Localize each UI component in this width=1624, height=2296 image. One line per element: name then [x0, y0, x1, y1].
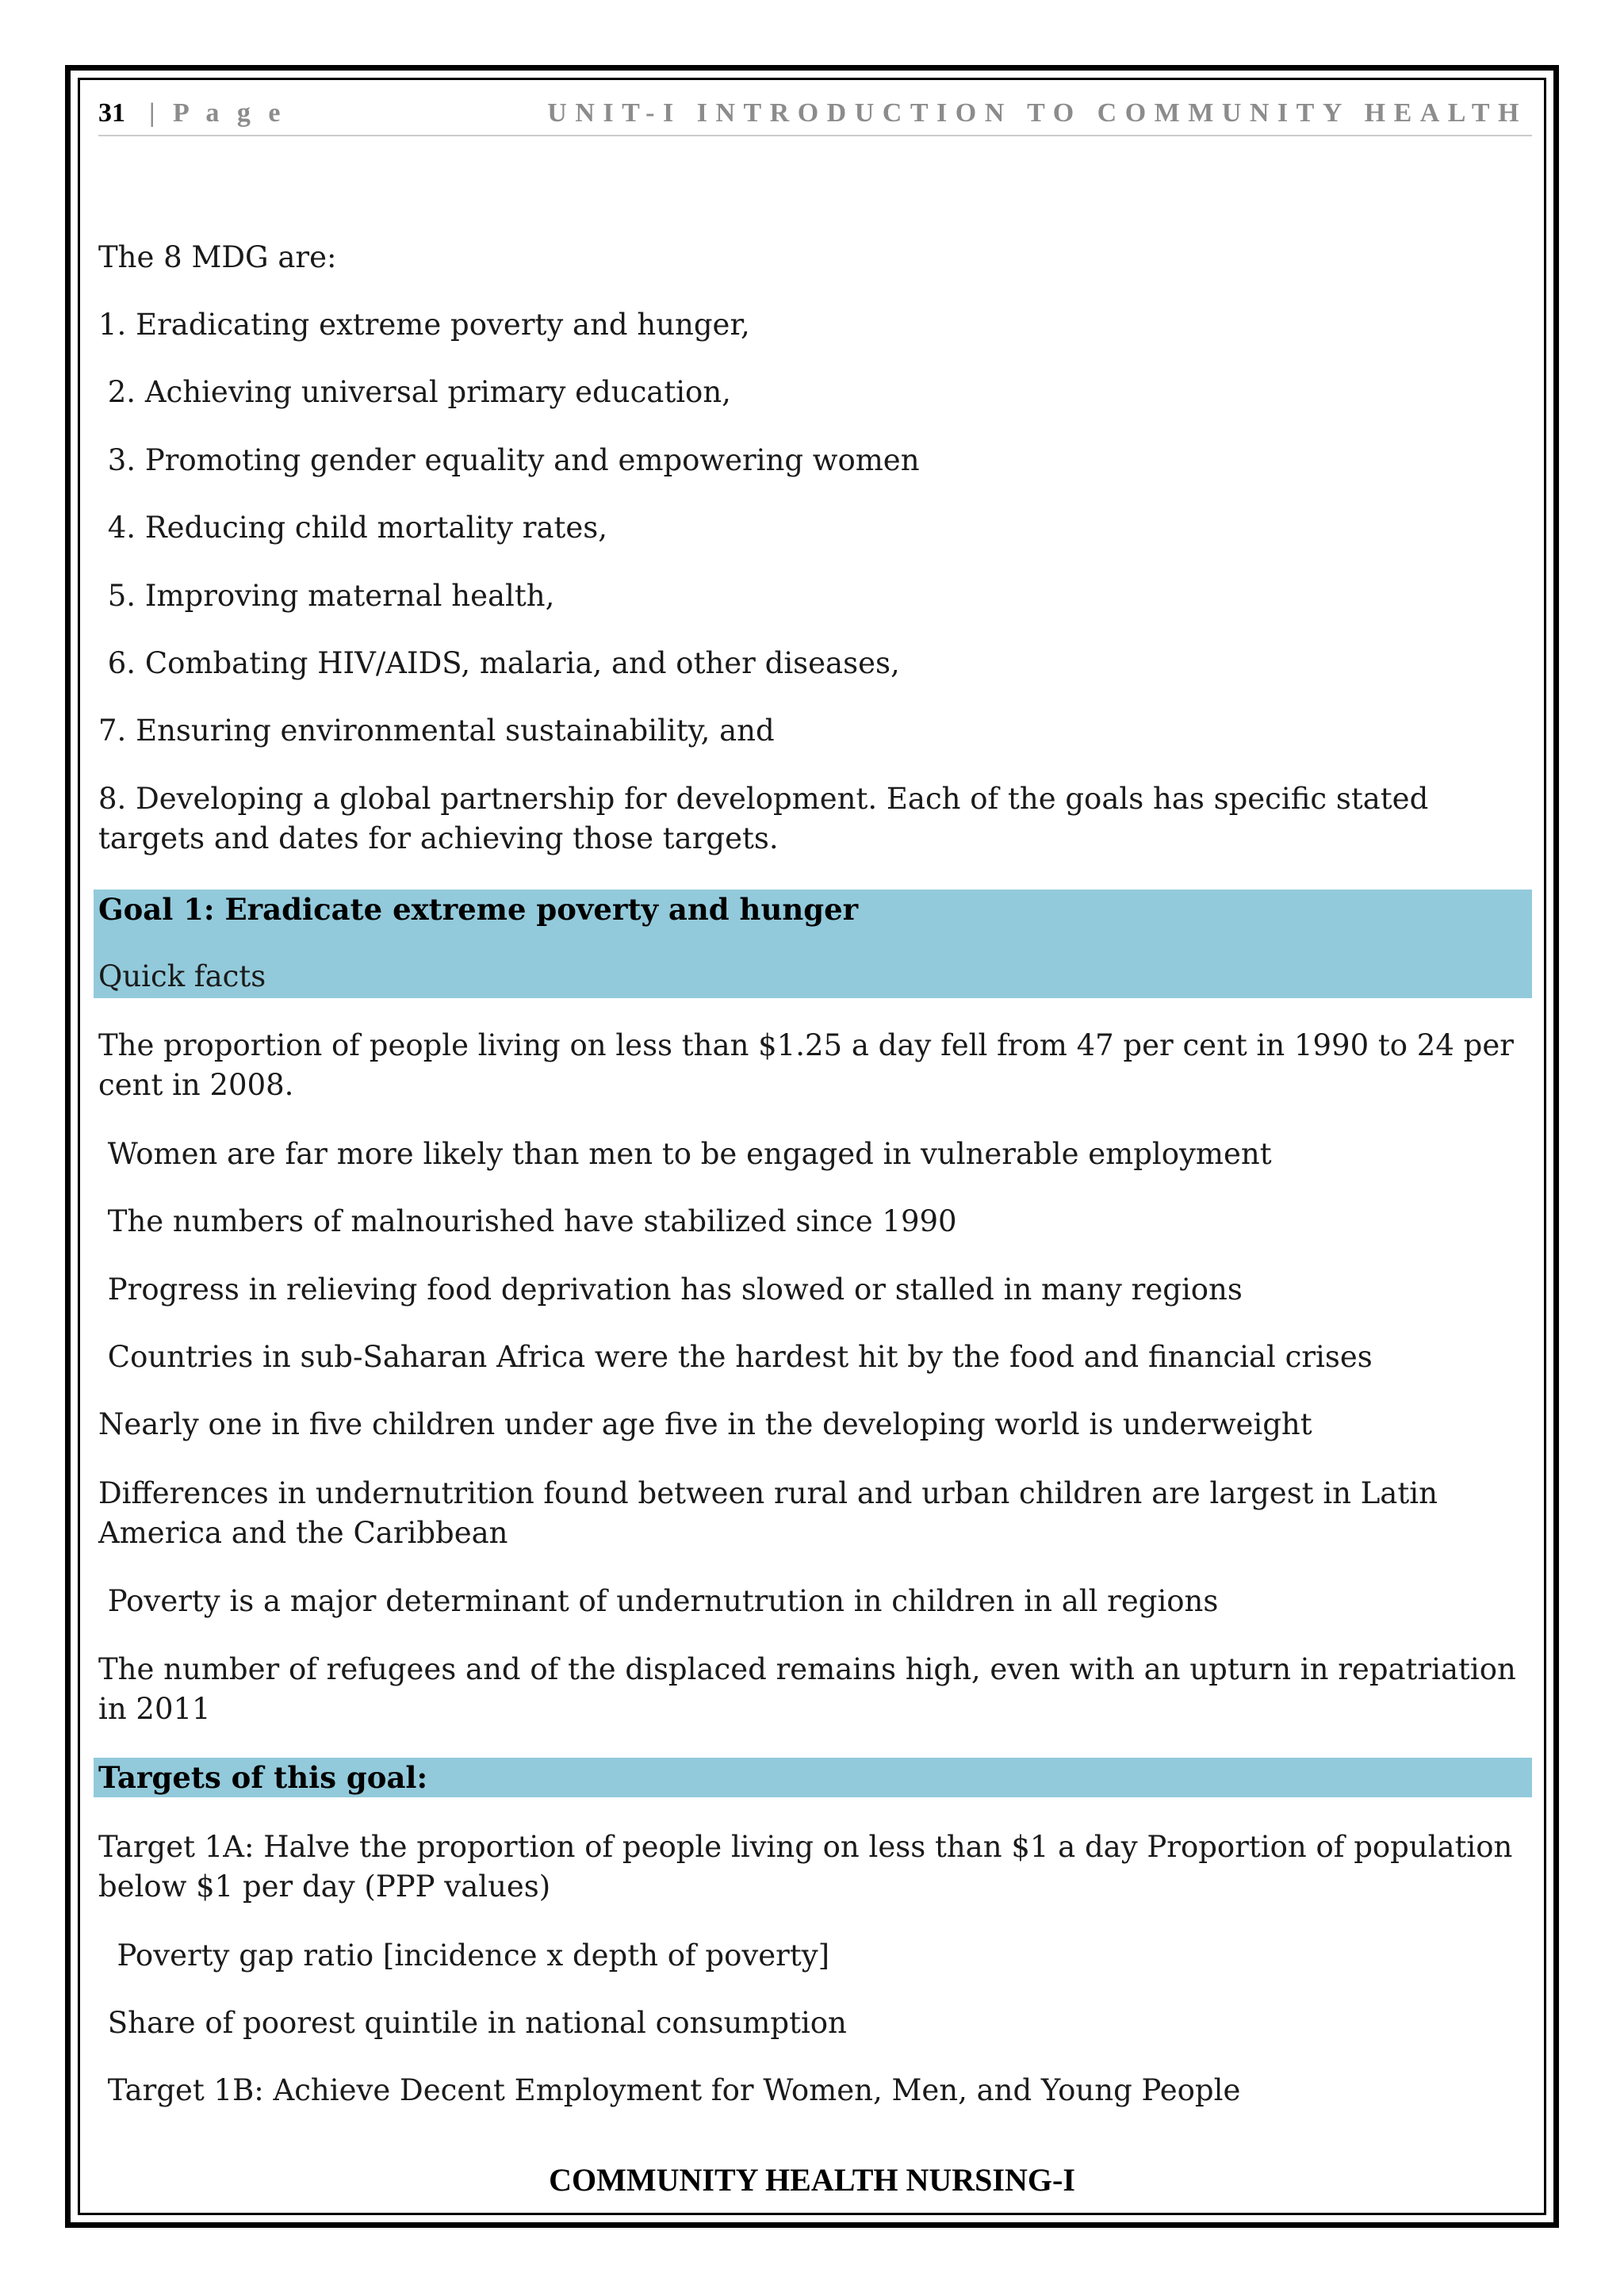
- quick-facts-label: Quick facts: [98, 959, 266, 993]
- page-number: 31: [98, 98, 125, 128]
- unit-title: UNIT-I INTRODUCTION TO COMMUNITY HEALTH: [547, 98, 1527, 128]
- mdg-item-1: 1. Eradicating extreme poverty and hunger,: [98, 308, 750, 342]
- mdg-item-8: 8. Developing a global partnership for development. Each of the goals has specific stated targets and dates for achieving those targets.: [98, 782, 1429, 855]
- fact-item: The numbers of malnourished have stabilized since 1990: [98, 1204, 957, 1238]
- target-item: Target 1A: Halve the proportion of people living on less than $1 a day Proportion of population below $1 per day (PPP values): [98, 1830, 1513, 1904]
- fact-item: The number of refugees and of the displaced remains high, even with an upturn in repatriation in 2011: [98, 1652, 1516, 1726]
- page-label: | P a g e: [149, 98, 286, 128]
- fact-item: The proportion of people living on less than $1.25 a day fell from 47 per cent in 1990 to 24 per cent in 2008.: [98, 1028, 1514, 1102]
- mdg-item-7: 7. Ensuring environmental sustainability, and: [98, 714, 775, 748]
- target-item: Target 1B: Achieve Decent Employment for Women, Men, and Young People: [98, 2073, 1241, 2107]
- mdg-item-4: 4. Reducing child mortality rates,: [98, 511, 608, 545]
- mdg-item-3: 3. Promoting gender equality and empowering women: [98, 443, 920, 477]
- intro-text: The 8 MDG are:: [98, 240, 337, 274]
- mdg-item-6: 6. Combating HIV/AIDS, malaria, and other diseases,: [98, 646, 900, 680]
- fact-item: Progress in relieving food deprivation has slowed or stalled in many regions: [98, 1272, 1243, 1307]
- fact-item: Countries in sub-Saharan Africa were the hardest hit by the food and financial crises: [98, 1340, 1373, 1374]
- fact-item: Poverty is a major determinant of undernutrution in children in all regions: [98, 1584, 1219, 1618]
- footer-title: COMMUNITY HEALTH NURSING-I: [549, 2162, 1075, 2198]
- page-header: [98, 94, 1532, 136]
- goal-heading: Goal 1: Eradicate extreme poverty and hunger: [98, 892, 859, 927]
- targets-heading: Targets of this goal:: [98, 1760, 428, 1795]
- target-item: Share of poorest quintile in national consumption: [98, 2006, 847, 2040]
- fact-item: Differences in undernutrition found between rural and urban children are largest in Latin America and the Caribbean: [98, 1476, 1438, 1550]
- mdg-item-5: 5. Improving maternal health,: [98, 579, 555, 613]
- mdg-item-2: 2. Achieving universal primary education,: [98, 375, 731, 409]
- target-item: Poverty gap ratio [incidence x depth of poverty]: [98, 1938, 830, 1973]
- fact-item: Women are far more likely than men to be engaged in vulnerable employment: [98, 1137, 1272, 1171]
- fact-item: Nearly one in five children under age five in the developing world is underweight: [98, 1407, 1312, 1441]
